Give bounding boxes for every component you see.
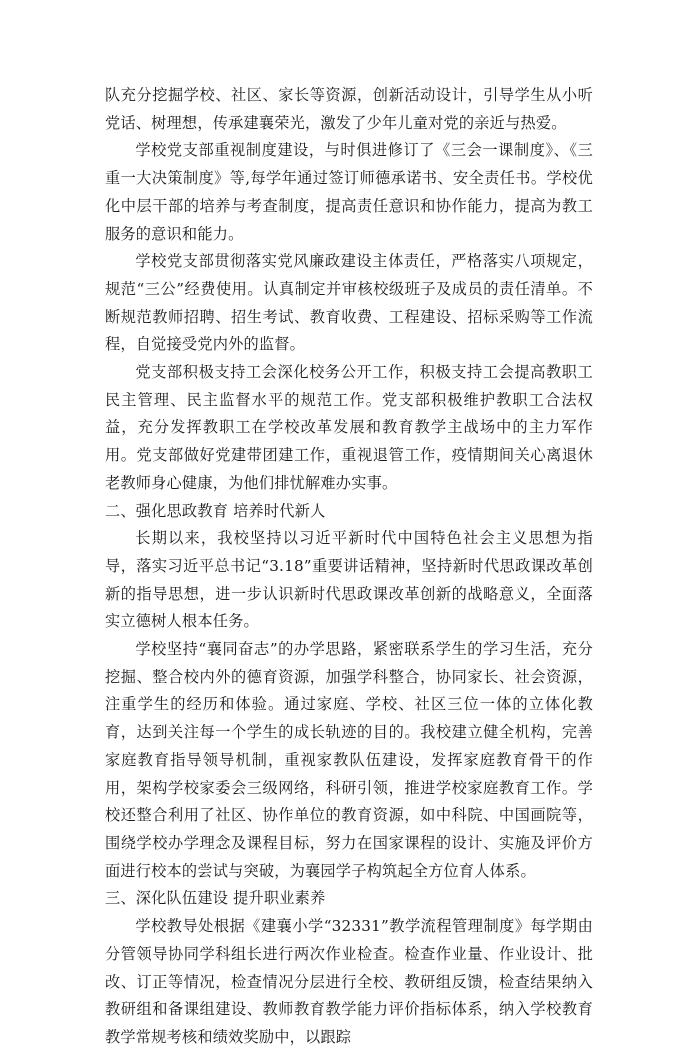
paragraph-7: 学校教导处根据《建襄小学“32331”教学流程管理制度》每学期由分管领导协同学科组长进行两次作业检查。检查作业量、作业设计、批改、订正等情况，检查情况分层进行全校、教研组反馈，检查结果纳入教研组和备课组建设、教师教育教学能力评价指标体系，纳入学校教育教学常规考核和绩效奖励中，以跟踪 (105, 917, 593, 1046)
paragraph-1: 队充分挖掘学校、社区、家长等资源，创新活动设计，引导学生从小听党话、树理想，传承建襄荣光，激发了少年儿童对党的亲近与热爱。 (105, 86, 593, 132)
document-body (105, 82, 593, 1052)
section-heading-3: 三、深化队伍建设 提升职业素养 (105, 889, 326, 908)
paragraph-3: 学校党支部贯彻落实党风廉政建设主体责任，严格落实八项规定，规范“三公”经费使用。认真制定并审核校级班子及成员的责任清单。不断规范教师招聘、招生考试、教育收费、工程建设、招标采购等工作流程，自觉接受党内外的监督。 (105, 252, 593, 354)
paragraph-2: 学校党支部重视制度建设，与时俱进修订了《三会一课制度》、《三重一大决策制度》等,每学年通过签订师德承诺书、安全责任书。学校优化中层干部的培养与考查制度，提高责任意识和协作能力，提高为教工服务的意识和能力。 (105, 141, 593, 243)
paragraph-4: 党支部积极支持工会深化校务公开工作，积极支持工会提高教职工民主管理、民主监督水平的规范工作。党支部积极维护教职工合法权益，充分发挥教职工在学校改革发展和教育教学主战场中的主力军作用。党支部做好党建带团建工作，重视退管工作，疫情期间关心离退休老教师身心健康，为他们排忧解难办实事。 (105, 363, 593, 492)
section-heading-2: 二、强化思政教育 培养时代新人 (105, 501, 326, 520)
paragraph-6: 学校坚持“襄同奋志”的办学思路，紧密联系学生的学习生活，充分挖掘、整合校内外的德育资源，加强学科整合，协同家长、社会资源，注重学生的经历和体验。通过家庭、学校、社区三位一体的立体化教育，达到关注每一个学生的成长轨迹的目的。我校建立健全机构，完善家庭教育指导领导机制，重视家教队伍建设，发挥家庭教育骨干的作用，架构学校家委会三级网络，科研引领，推进学校家庭教育工作。学校还整合利用了社区、协作单位的教育资源，如中科院、中国画院等，围绕学校办学理念及课程目标，努力在国家课程的设计、实施及评价方面进行校本的尝试与突破，为襄园学子构筑起全方位育人体系。 (105, 640, 593, 880)
paragraph-5: 长期以来，我校坚持以习近平新时代中国特色社会主义思想为指导，落实习近平总书记“3.18”重要讲话精神，坚持新时代思政课改革创新的指导思想，进一步认识新时代思政课改革创新的战略意义，全面落实立德树人根本任务。 (105, 529, 593, 631)
